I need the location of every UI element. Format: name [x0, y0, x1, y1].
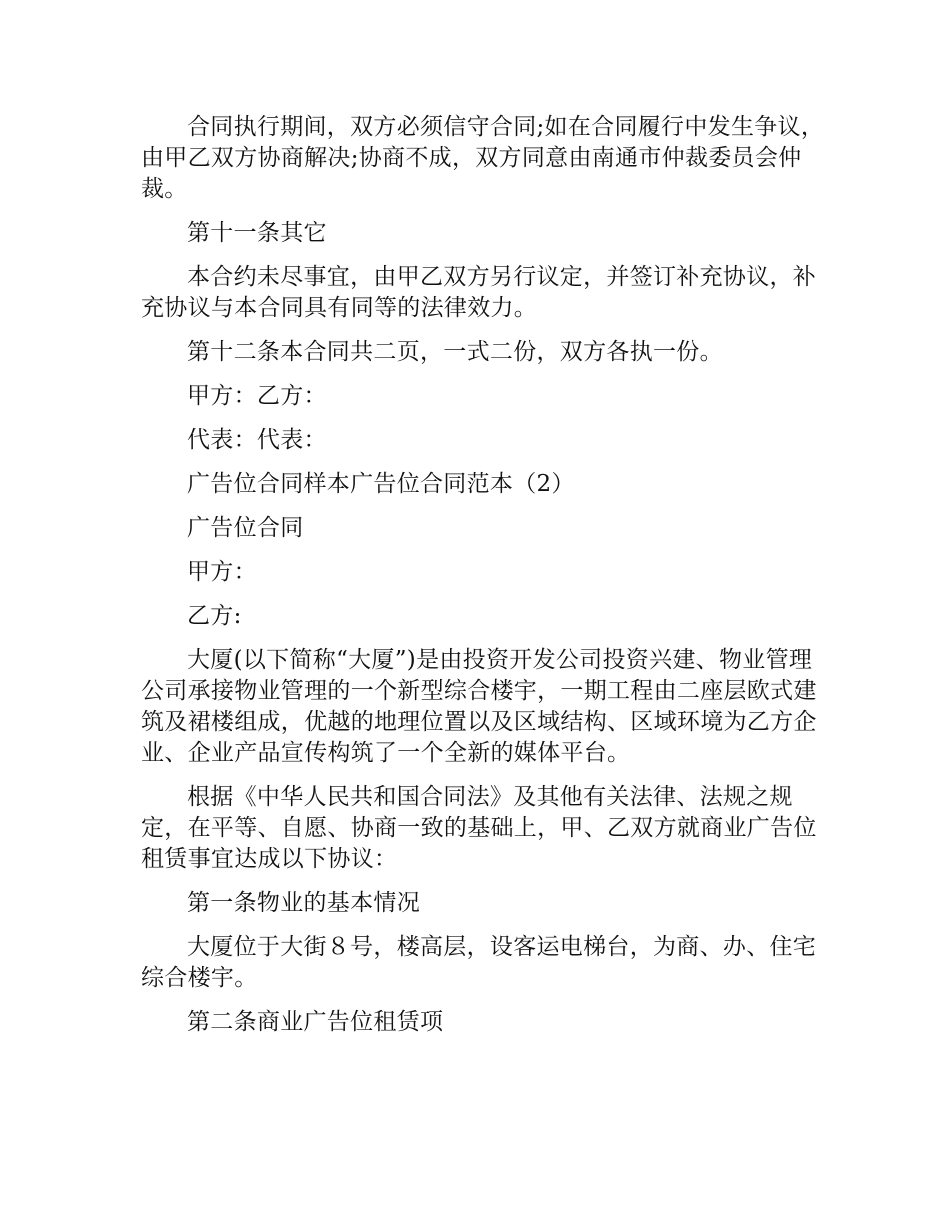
- signature-representatives-line: 代表：代表：: [187, 427, 327, 453]
- heading-article-2: 第二条商业广告位租赁项: [187, 1009, 444, 1035]
- paragraph-legal-basis: 根据《中华人民共和国合同法》及其他有关法律、法规之规定，在平等、自愿、协商一致的基础上，甲、乙双方就商业广告位租赁事宜达成以下协议：: [141, 784, 817, 872]
- contract-title: 广告位合同: [187, 515, 304, 541]
- signature-parties-line: 甲方：乙方：: [187, 383, 327, 409]
- heading-article-11: 第十一条其它: [187, 220, 327, 246]
- paragraph-article-12: 第十二条本合同共二页，一式二份，双方各执一份。: [187, 339, 723, 365]
- paragraph-building-intro: 大厦(以下简称“大厦”)是由投资开发公司投资兴建、物业管理公司承接物业管理的一个新型综合楼宇，一期工程由二座层欧式建筑及裙楼组成，优越的地理位置以及区域结构、区域环境为乙方企业、企业产品宣传构筑了一个全新的媒体平台。: [141, 647, 817, 766]
- heading-article-1: 第一条物业的基本情况: [187, 890, 420, 916]
- party-a-line: 甲方：: [187, 559, 257, 585]
- document-page: [141, 112, 831, 1051]
- paragraph-supplementary-agreement: 本合约未尽事宜，由甲乙双方另行议定，并签订补充协议，补充协议与本合同具有同等的法律效力。: [141, 264, 817, 321]
- paragraph-property-location: 大厦位于大街８号，楼高层，设客运电梯台，为商、办、住宅综合楼宇。: [141, 934, 817, 991]
- paragraph-dispute-resolution: 合同执行期间，双方必须信守合同;如在合同履行中发生争议，由甲乙双方协商解决;协商不成，双方同意由南通市仲裁委员会仲裁。: [141, 114, 825, 202]
- party-b-line: 乙方:: [187, 603, 242, 629]
- section-title-sample-2: 广告位合同样本广告位合同范本（2）: [187, 471, 575, 497]
